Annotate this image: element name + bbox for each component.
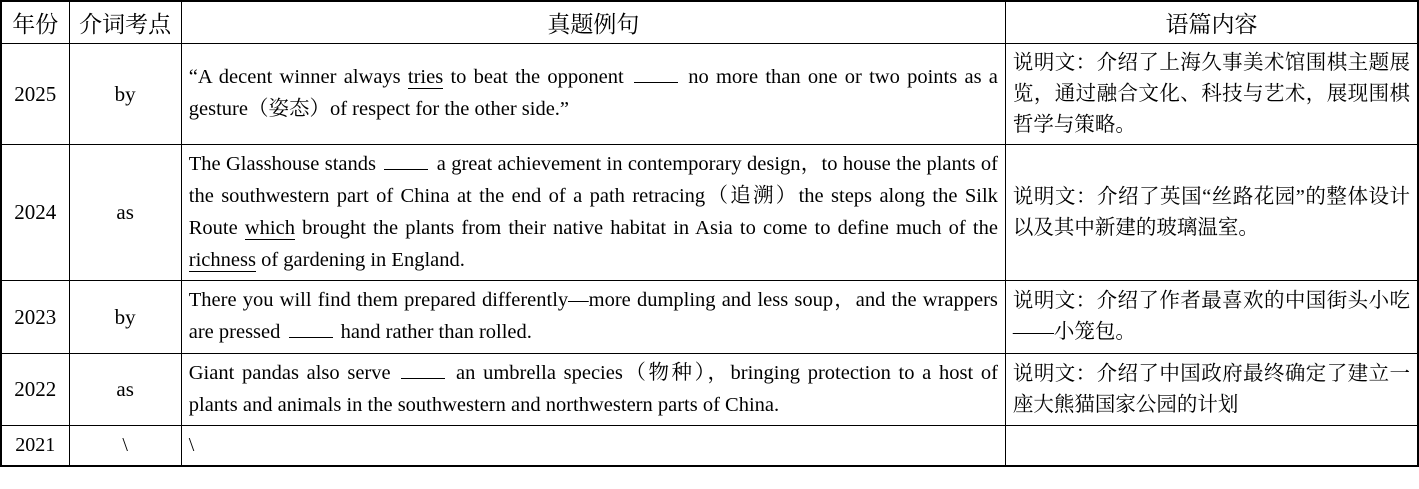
sentence-part: Giant pandas also serve <box>188 361 399 384</box>
table-row <box>1 426 1418 467</box>
sentence-part: brought the plants from their native habitat in Asia to come to define much of the <box>294 216 998 239</box>
cell-topic: 说明文：介绍了作者最喜欢的中国街头小吃——小笼包。 <box>1005 281 1418 354</box>
cell-year: 2021 <box>1 426 69 467</box>
table-row <box>1 44 1418 145</box>
cell-sentence: \ <box>181 426 1005 467</box>
cell-preposition: \ <box>69 426 181 467</box>
cell-topic <box>1005 426 1418 467</box>
sentence-underlined-word: which <box>244 216 295 239</box>
cell-sentence <box>181 353 1005 426</box>
cell-preposition: by <box>69 281 181 354</box>
sentence-part: There you will find them prepared differently—more dumpling and less soup，and the wrappers are pressed <box>188 289 998 344</box>
table-row <box>1 353 1418 426</box>
sentence-part: a great achievement in contemporary design，to house the plants of the southwestern part of China at the end of a path retracing（追溯）the steps along the Silk Route <box>188 153 998 239</box>
cell-year: 2025 <box>1 44 69 145</box>
table-row <box>1 281 1418 354</box>
cell-preposition: as <box>69 145 181 281</box>
column-header-example-sentence: 真题例句 <box>181 1 1005 44</box>
cell-topic: 说明文：介绍了上海久事美术馆围棋主题展览，通过融合文化、科技与艺术，展现围棋哲学与策略。 <box>1005 44 1418 145</box>
column-header-year: 年份 <box>1 1 69 44</box>
sentence-part: The Glasshouse stands <box>188 153 382 176</box>
cell-sentence <box>181 145 1005 281</box>
sentence-underlined-word: richness <box>188 248 256 271</box>
cell-preposition: by <box>69 44 181 145</box>
table-row <box>1 145 1418 281</box>
sentence-part: hand rather than rolled. <box>335 321 532 344</box>
answer-blank <box>634 82 678 83</box>
answer-blank <box>289 337 333 338</box>
answer-blank <box>384 169 428 170</box>
cell-sentence <box>181 281 1005 354</box>
table-header-row <box>1 1 1418 44</box>
cell-year: 2023 <box>1 281 69 354</box>
cell-sentence <box>181 44 1005 145</box>
column-header-preposition-point: 介词考点 <box>69 1 181 44</box>
column-header-passage-topic: 语篇内容 <box>1005 1 1418 44</box>
sentence-underlined-word: tries <box>407 66 444 89</box>
sentence-part: of gardening in England. <box>255 248 465 271</box>
answer-blank <box>401 378 445 379</box>
cell-topic: 说明文：介绍了中国政府最终确定了建立一座大熊猫国家公园的计划 <box>1005 353 1418 426</box>
sentence-part: “A decent winner always <box>188 66 408 89</box>
sentence-part: an umbrella species（物种），bringing protection to a host of plants and animals in the southwestern and northwestern parts of China. <box>188 361 998 416</box>
cell-preposition: as <box>69 353 181 426</box>
cell-topic: 说明文：介绍了英国“丝路花园”的整体设计以及其中新建的玻璃温室。 <box>1005 145 1418 281</box>
sentence-part: no more than one or two points as a gesture（姿态）of respect for the other side.” <box>188 66 998 121</box>
cell-year: 2022 <box>1 353 69 426</box>
sentence-part: to beat the opponent <box>443 66 631 89</box>
cell-year: 2024 <box>1 145 69 281</box>
